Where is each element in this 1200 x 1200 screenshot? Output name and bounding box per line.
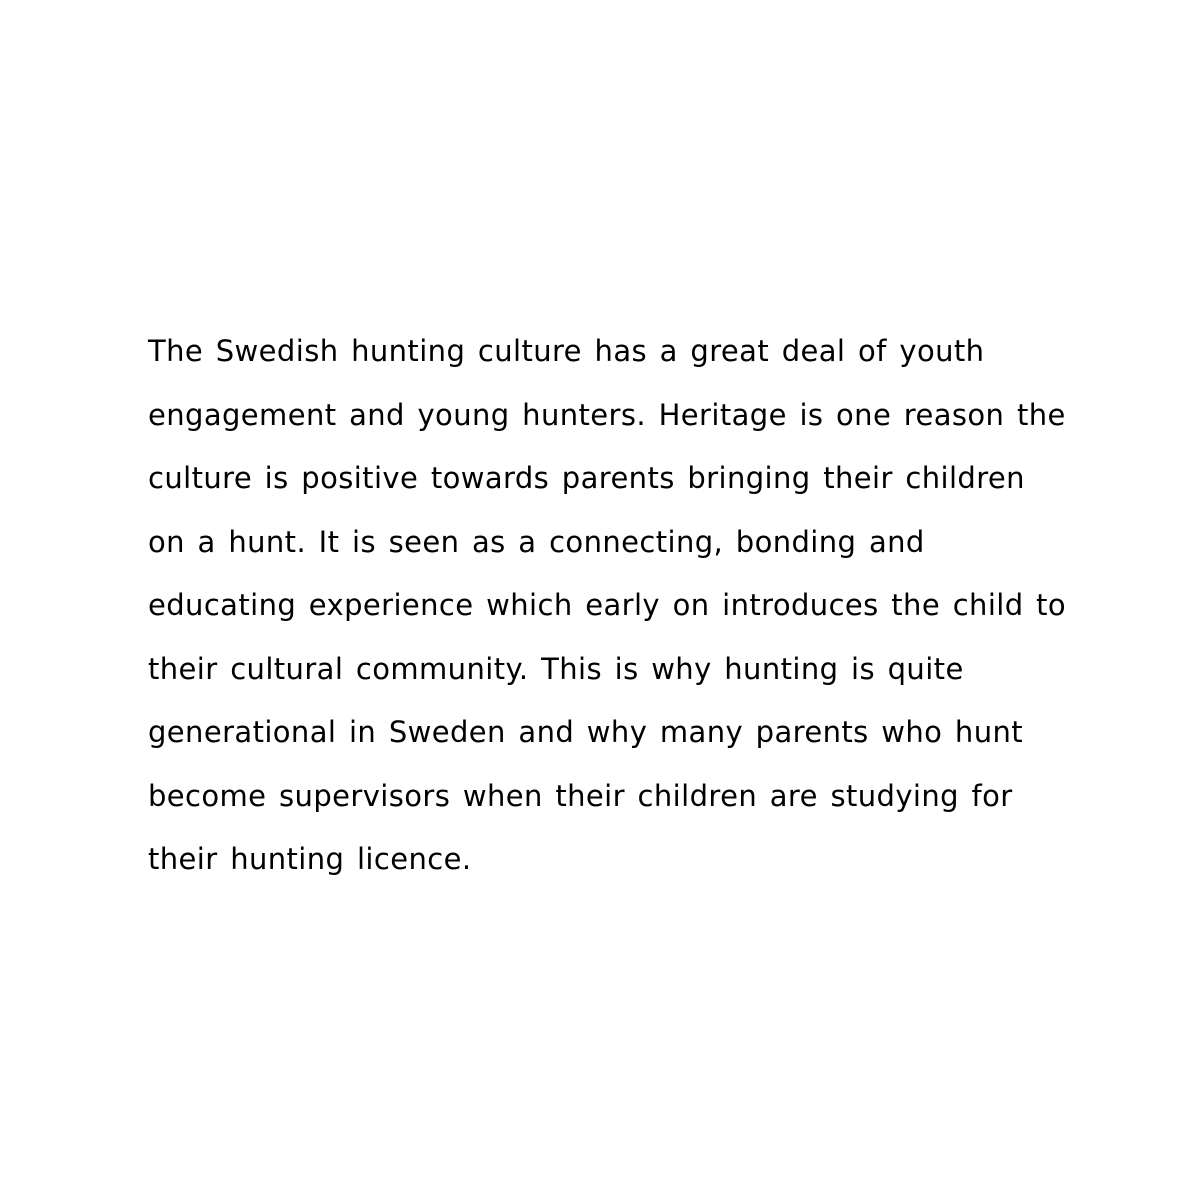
paragraph-line: generational in Sweden and why many parents who hunt (148, 715, 1024, 749)
paragraph-line: culture is positive towards parents bringing their children (148, 461, 1025, 495)
paragraph-line: engagement and young hunters. Heritage is one reason the (148, 397, 1066, 432)
paragraph-line: their hunting licence. (148, 842, 472, 876)
paragraph (148, 331, 1068, 903)
paragraph-line: become supervisors when their children are studying for (148, 778, 1013, 813)
paragraph-line: educating experience which early on introduces the child to (148, 588, 1067, 622)
paragraph-line: their cultural community. This is why hunting is quite (148, 651, 964, 686)
paragraph-line: on a hunt. It is seen as a connecting, bonding and (148, 524, 925, 559)
paragraph-line: The Swedish hunting culture has a great deal of youth (148, 334, 985, 368)
